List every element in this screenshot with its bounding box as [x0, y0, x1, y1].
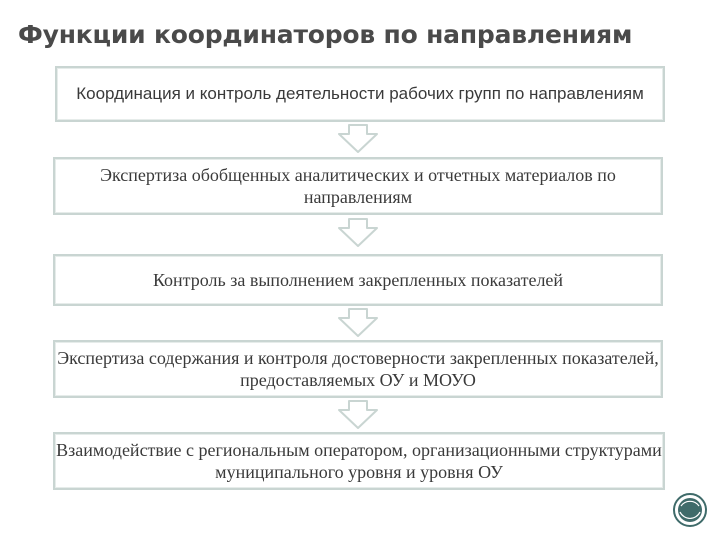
circular-logo-icon	[672, 492, 708, 528]
flow-step-3	[53, 254, 663, 306]
flow-step-5	[53, 432, 665, 490]
flow-step-4	[53, 340, 663, 398]
down-arrow-icon	[337, 218, 379, 248]
flow-step-3-text: Контроль за выполнением закрепленных показателей	[152, 270, 564, 290]
slide-title: Функции координаторов по направлениям	[18, 20, 633, 49]
down-arrow-icon	[337, 124, 379, 154]
flow-step-1	[55, 66, 665, 122]
flow-step-2	[53, 157, 663, 215]
flow-step-2-text: Экспертиза обобщенных аналитических и отчетных материалов по направлениям	[100, 165, 616, 207]
flow-step-5-text: Взаимодействие с региональным оператором, организационными структурами муниципального уровня и уровня ОУ	[56, 440, 662, 482]
flow-step-1-text: Координация и контроль деятельности рабочих групп по направлениям	[76, 84, 644, 103]
flow-step-4-text: Экспертиза содержания и контроля достоверности закрепленных показателей, предоставляемых ОУ и МОУО	[57, 348, 659, 390]
down-arrow-icon	[337, 400, 379, 430]
down-arrow-icon	[337, 308, 379, 338]
